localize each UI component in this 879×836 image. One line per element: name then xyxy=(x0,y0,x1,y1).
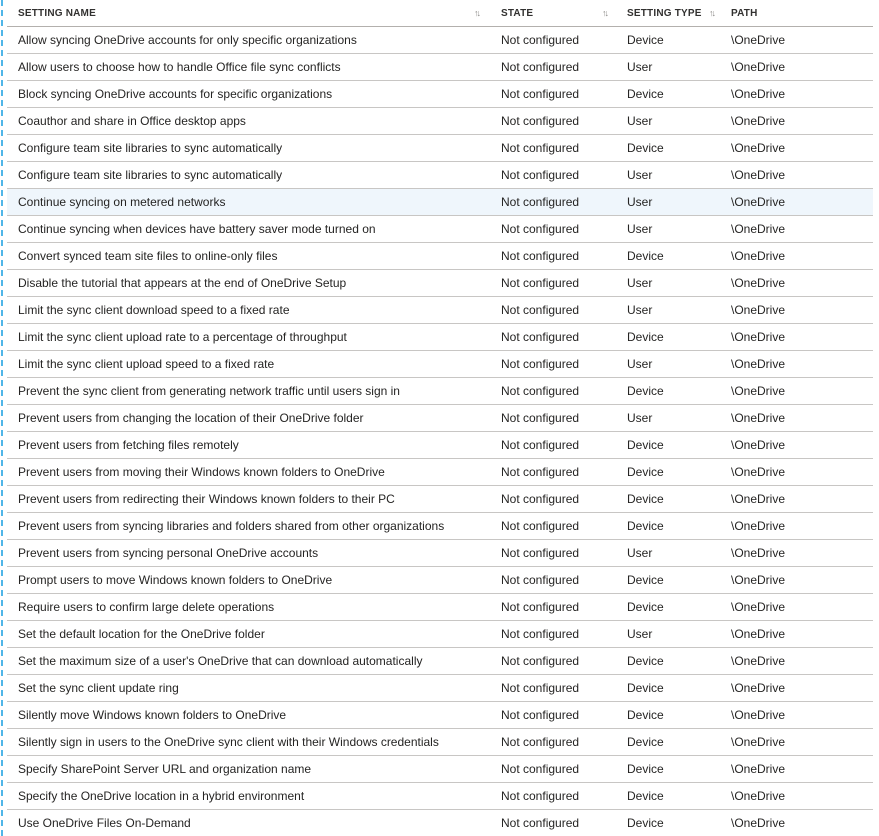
cell-setting-type: User xyxy=(627,546,653,560)
column-header-state[interactable] xyxy=(497,8,623,19)
cell-setting-type: Device xyxy=(627,330,664,344)
cell-setting-name: Limit the sync client upload rate to a percentage of throughput xyxy=(18,330,347,344)
cell-path: \OneDrive xyxy=(731,600,786,614)
table-row[interactable] xyxy=(7,621,873,648)
cell-state: Not configured xyxy=(501,330,580,344)
cell-setting-name: Prevent users from fetching files remotely xyxy=(18,438,239,452)
dashed-focus-border xyxy=(1,0,3,836)
cell-path: \OneDrive xyxy=(731,789,786,803)
cell-path: \OneDrive xyxy=(731,411,786,425)
table-row[interactable] xyxy=(7,810,873,836)
cell-setting-type: Device xyxy=(627,816,664,830)
cell-state: Not configured xyxy=(501,87,580,101)
cell-path: \OneDrive xyxy=(731,357,786,371)
cell-setting-name: Allow syncing OneDrive accounts for only specific organizations xyxy=(18,33,357,47)
cell-path: \OneDrive xyxy=(731,438,786,452)
cell-state: Not configured xyxy=(501,492,580,506)
cell-setting-name: Prevent the sync client from generating network traffic until users sign in xyxy=(18,384,400,398)
table-row[interactable] xyxy=(7,216,873,243)
cell-path: \OneDrive xyxy=(731,222,786,236)
column-header-setting-type-label: SETTING TYPE xyxy=(627,7,702,19)
sort-icon[interactable]: ↑↓ xyxy=(474,8,479,18)
cell-setting-name: Prompt users to move Windows known folders to OneDrive xyxy=(18,573,333,587)
cell-path: \OneDrive xyxy=(731,33,786,47)
cell-setting-type: User xyxy=(627,114,653,128)
cell-state: Not configured xyxy=(501,249,580,263)
cell-setting-type: Device xyxy=(627,87,664,101)
cell-state: Not configured xyxy=(501,357,580,371)
table-row[interactable] xyxy=(7,54,873,81)
cell-path: \OneDrive xyxy=(731,627,786,641)
cell-setting-name: Set the maximum size of a user's OneDrive that can download automatically xyxy=(18,654,423,668)
cell-state: Not configured xyxy=(501,168,580,182)
cell-setting-type: Device xyxy=(627,573,664,587)
cell-setting-name: Limit the sync client download speed to a fixed rate xyxy=(18,303,290,317)
cell-path: \OneDrive xyxy=(731,654,786,668)
cell-path: \OneDrive xyxy=(731,87,786,101)
cell-state: Not configured xyxy=(501,276,580,290)
cell-path: \OneDrive xyxy=(731,708,786,722)
table-row[interactable] xyxy=(7,270,873,297)
cell-state: Not configured xyxy=(501,384,580,398)
sort-icon[interactable]: ↑↓ xyxy=(602,8,607,18)
cell-setting-name: Prevent users from redirecting their Windows known folders to their PC xyxy=(18,492,395,506)
cell-state: Not configured xyxy=(501,600,580,614)
cell-path: \OneDrive xyxy=(731,195,786,209)
table-row[interactable] xyxy=(7,594,873,621)
cell-setting-type: Device xyxy=(627,465,664,479)
cell-setting-name: Specify the OneDrive location in a hybrid environment xyxy=(18,789,305,803)
cell-setting-type: Device xyxy=(627,33,664,47)
cell-state: Not configured xyxy=(501,222,580,236)
cell-path: \OneDrive xyxy=(731,816,786,830)
cell-setting-name: Allow users to choose how to handle Office file sync conflicts xyxy=(18,60,341,74)
cell-state: Not configured xyxy=(501,708,580,722)
cell-setting-type: Device xyxy=(627,762,664,776)
cell-state: Not configured xyxy=(501,303,580,317)
table-row[interactable] xyxy=(7,459,873,486)
cell-path: \OneDrive xyxy=(731,492,786,506)
cell-setting-type: User xyxy=(627,276,653,290)
cell-setting-type: Device xyxy=(627,492,664,506)
table-row[interactable] xyxy=(7,432,873,459)
cell-state: Not configured xyxy=(501,735,580,749)
table-row[interactable] xyxy=(7,567,873,594)
table-row[interactable] xyxy=(7,135,873,162)
cell-setting-type: Device xyxy=(627,708,664,722)
cell-state: Not configured xyxy=(501,465,580,479)
column-header-state-label: STATE xyxy=(501,7,534,19)
cell-setting-type: User xyxy=(627,222,653,236)
cell-state: Not configured xyxy=(501,654,580,668)
table-row[interactable] xyxy=(7,351,873,378)
cell-path: \OneDrive xyxy=(731,465,786,479)
cell-state: Not configured xyxy=(501,546,580,560)
cell-state: Not configured xyxy=(501,33,580,47)
cell-path: \OneDrive xyxy=(731,681,786,695)
cell-path: \OneDrive xyxy=(731,384,786,398)
cell-setting-type: Device xyxy=(627,519,664,533)
column-header-path-label: PATH xyxy=(731,7,758,19)
table-row[interactable] xyxy=(7,243,873,270)
cell-state: Not configured xyxy=(501,762,580,776)
cell-path: \OneDrive xyxy=(731,735,786,749)
settings-table xyxy=(7,0,873,836)
cell-setting-name: Coauthor and share in Office desktop apps xyxy=(18,114,246,128)
settings-rows xyxy=(7,27,873,836)
cell-state: Not configured xyxy=(501,519,580,533)
cell-setting-type: Device xyxy=(627,249,664,263)
table-row[interactable] xyxy=(7,513,873,540)
cell-setting-name: Set the default location for the OneDrive folder xyxy=(18,627,265,641)
cell-path: \OneDrive xyxy=(731,276,786,290)
cell-setting-type: Device xyxy=(627,654,664,668)
table-row[interactable] xyxy=(7,675,873,702)
cell-path: \OneDrive xyxy=(731,249,786,263)
cell-state: Not configured xyxy=(501,60,580,74)
cell-setting-name: Limit the sync client upload speed to a fixed rate xyxy=(18,357,275,371)
cell-setting-type: User xyxy=(627,60,653,74)
table-row[interactable] xyxy=(7,756,873,783)
cell-state: Not configured xyxy=(501,438,580,452)
cell-state: Not configured xyxy=(501,681,580,695)
cell-setting-name: Continue syncing on metered networks xyxy=(18,195,226,209)
cell-setting-name: Set the sync client update ring xyxy=(18,681,179,695)
column-header-setting-type[interactable] xyxy=(623,8,724,19)
cell-setting-type: Device xyxy=(627,600,664,614)
cell-setting-name: Use OneDrive Files On-Demand xyxy=(18,816,191,830)
cell-path: \OneDrive xyxy=(731,519,786,533)
cell-setting-type: Device xyxy=(627,789,664,803)
cell-setting-type: User xyxy=(627,411,653,425)
cell-setting-name: Continue syncing when devices have battery saver mode turned on xyxy=(18,222,376,236)
table-row[interactable] xyxy=(7,324,873,351)
cell-setting-name: Require users to confirm large delete operations xyxy=(18,600,275,614)
cell-setting-type: User xyxy=(627,627,653,641)
sort-icon[interactable]: ↑↓ xyxy=(709,8,714,18)
table-row[interactable] xyxy=(7,81,873,108)
cell-setting-name: Configure team site libraries to sync automatically xyxy=(18,141,283,155)
column-header-setting-name-label: SETTING NAME xyxy=(18,7,96,19)
cell-state: Not configured xyxy=(501,114,580,128)
cell-setting-type: User xyxy=(627,357,653,371)
cell-state: Not configured xyxy=(501,573,580,587)
cell-setting-type: User xyxy=(627,168,653,182)
cell-setting-type: User xyxy=(627,303,653,317)
table-row[interactable] xyxy=(7,486,873,513)
cell-setting-name: Block syncing OneDrive accounts for specific organizations xyxy=(18,87,333,101)
cell-setting-name: Prevent users from syncing libraries and folders shared from other organizations xyxy=(18,519,445,533)
table-row[interactable] xyxy=(7,702,873,729)
cell-setting-name: Configure team site libraries to sync automatically xyxy=(18,168,283,182)
column-header-path xyxy=(724,8,873,19)
table-row[interactable] xyxy=(7,783,873,810)
table-row[interactable] xyxy=(7,729,873,756)
cell-setting-name: Disable the tutorial that appears at the end of OneDrive Setup xyxy=(18,276,347,290)
table-row[interactable] xyxy=(7,405,873,432)
cell-state: Not configured xyxy=(501,816,580,830)
cell-path: \OneDrive xyxy=(731,303,786,317)
cell-state: Not configured xyxy=(501,141,580,155)
cell-setting-name: Convert synced team site files to online-only files xyxy=(18,249,278,263)
table-row[interactable] xyxy=(7,297,873,324)
cell-setting-type: Device xyxy=(627,735,664,749)
cell-setting-name: Prevent users from syncing personal OneDrive accounts xyxy=(18,546,319,560)
cell-path: \OneDrive xyxy=(731,762,786,776)
table-header xyxy=(7,0,873,27)
cell-path: \OneDrive xyxy=(731,141,786,155)
cell-state: Not configured xyxy=(501,789,580,803)
cell-path: \OneDrive xyxy=(731,60,786,74)
cell-setting-name: Prevent users from moving their Windows known folders to OneDrive xyxy=(18,465,385,479)
cell-state: Not configured xyxy=(501,195,580,209)
cell-setting-type: Device xyxy=(627,141,664,155)
cell-setting-name: Prevent users from changing the location of their OneDrive folder xyxy=(18,411,364,425)
table-row[interactable] xyxy=(7,189,873,216)
table-row[interactable] xyxy=(7,540,873,567)
cell-setting-type: Device xyxy=(627,384,664,398)
table-row[interactable] xyxy=(7,108,873,135)
table-row[interactable] xyxy=(7,162,873,189)
cell-path: \OneDrive xyxy=(731,330,786,344)
cell-setting-type: Device xyxy=(627,681,664,695)
cell-setting-name: Silently move Windows known folders to OneDrive xyxy=(18,708,287,722)
cell-path: \OneDrive xyxy=(731,168,786,182)
table-row[interactable] xyxy=(7,378,873,405)
column-header-setting-name[interactable] xyxy=(7,8,497,19)
cell-path: \OneDrive xyxy=(731,546,786,560)
cell-path: \OneDrive xyxy=(731,573,786,587)
cell-state: Not configured xyxy=(501,627,580,641)
cell-setting-type: User xyxy=(627,195,653,209)
cell-path: \OneDrive xyxy=(731,114,786,128)
table-row[interactable] xyxy=(7,648,873,675)
cell-setting-name: Specify SharePoint Server URL and organization name xyxy=(18,762,312,776)
cell-state: Not configured xyxy=(501,411,580,425)
table-row[interactable] xyxy=(7,27,873,54)
cell-setting-name: Silently sign in users to the OneDrive sync client with their Windows credentials xyxy=(18,735,439,749)
cell-setting-type: Device xyxy=(627,438,664,452)
